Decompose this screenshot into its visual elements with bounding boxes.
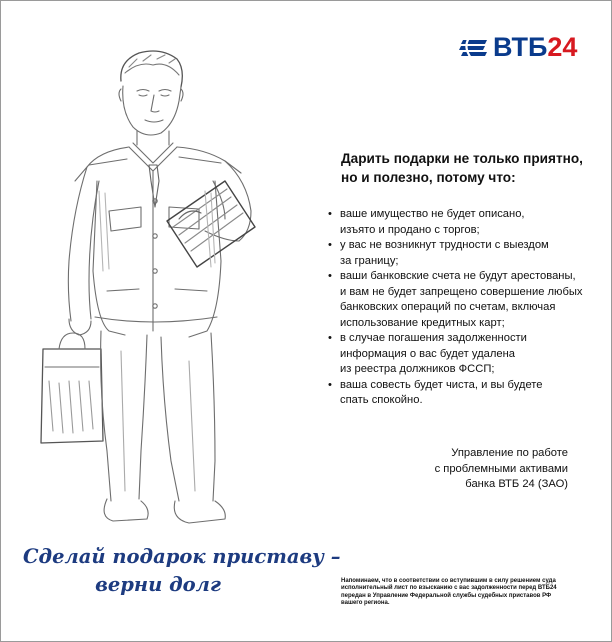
bullet-icon: • [328, 239, 332, 251]
vtb24-logo [459, 34, 577, 61]
bullet-icon: • [328, 270, 332, 282]
benefits-list [328, 207, 608, 409]
footnote-line-2: исполнительный лист по взысканию с вас задолженности перед ВТБ24 [341, 585, 557, 592]
list-item [328, 331, 608, 378]
headline [341, 149, 591, 187]
list-item-line: за границу; [340, 254, 399, 267]
logo-wordmark-number: 24 [547, 32, 578, 62]
slogan-line-1: Сделай подарок приставу – [23, 545, 341, 568]
list-item-line: спать спокойно. [340, 394, 423, 406]
list-item-line: изъято и продано с торгов; [340, 223, 480, 236]
slogan [23, 543, 341, 599]
signature-line-1: Управление по работе [451, 447, 568, 459]
list-item [328, 238, 608, 269]
headline-line-2: но и полезно, потому что: [341, 170, 516, 185]
bullet-icon: • [328, 332, 332, 344]
list-item-line: у вас не возникнут трудности с выездом [340, 239, 549, 251]
list-item-line: в случае погашения задолженности [340, 332, 527, 344]
vtb-logo-stripes-icon [459, 37, 489, 59]
slogan-line-2: верни долг [95, 573, 221, 596]
list-item-line: ваши банковские счета не будут арестованы, [340, 270, 576, 282]
list-item-line: ваша совесть будет чиста, и вы будете [340, 378, 543, 391]
signature-line-2: с проблемными активами [434, 462, 568, 475]
signature-block [435, 446, 568, 493]
footnote-line-4: вашего региона. [341, 600, 390, 607]
list-item-line: банковских операций по счетам, включая [340, 301, 556, 313]
list-item-line: и вам не будет запрещено совершение любых [340, 285, 583, 298]
bullet-icon: • [328, 208, 332, 220]
logo-wordmark [493, 34, 577, 61]
footnote-line-3: передан в Управление Федеральной службы судебных приставов РФ [341, 592, 552, 599]
list-item [328, 378, 608, 409]
footnote [341, 578, 581, 608]
signature-line-3: банка ВТБ 24 (ЗАО) [465, 478, 568, 490]
list-item-line: из реестра должников ФССП; [340, 363, 495, 375]
headline-line-1: Дарить подарки не только приятно, [341, 151, 583, 166]
pencil-sketch-man-with-briefcase [29, 31, 299, 531]
bullet-icon: • [328, 378, 332, 391]
list-item-line: информация о вас будет удалена [340, 347, 515, 360]
list-item [328, 269, 608, 331]
logo-wordmark-vtb: ВТБ [493, 32, 548, 62]
footnote-line-1: Напоминаем, что в соответствии со вступившим в силу решением суда [341, 578, 556, 584]
list-item-line: ваше имущество не будет описано, [340, 208, 525, 220]
list-item-line: использование кредитных карт; [340, 316, 505, 329]
list-item [328, 207, 608, 238]
